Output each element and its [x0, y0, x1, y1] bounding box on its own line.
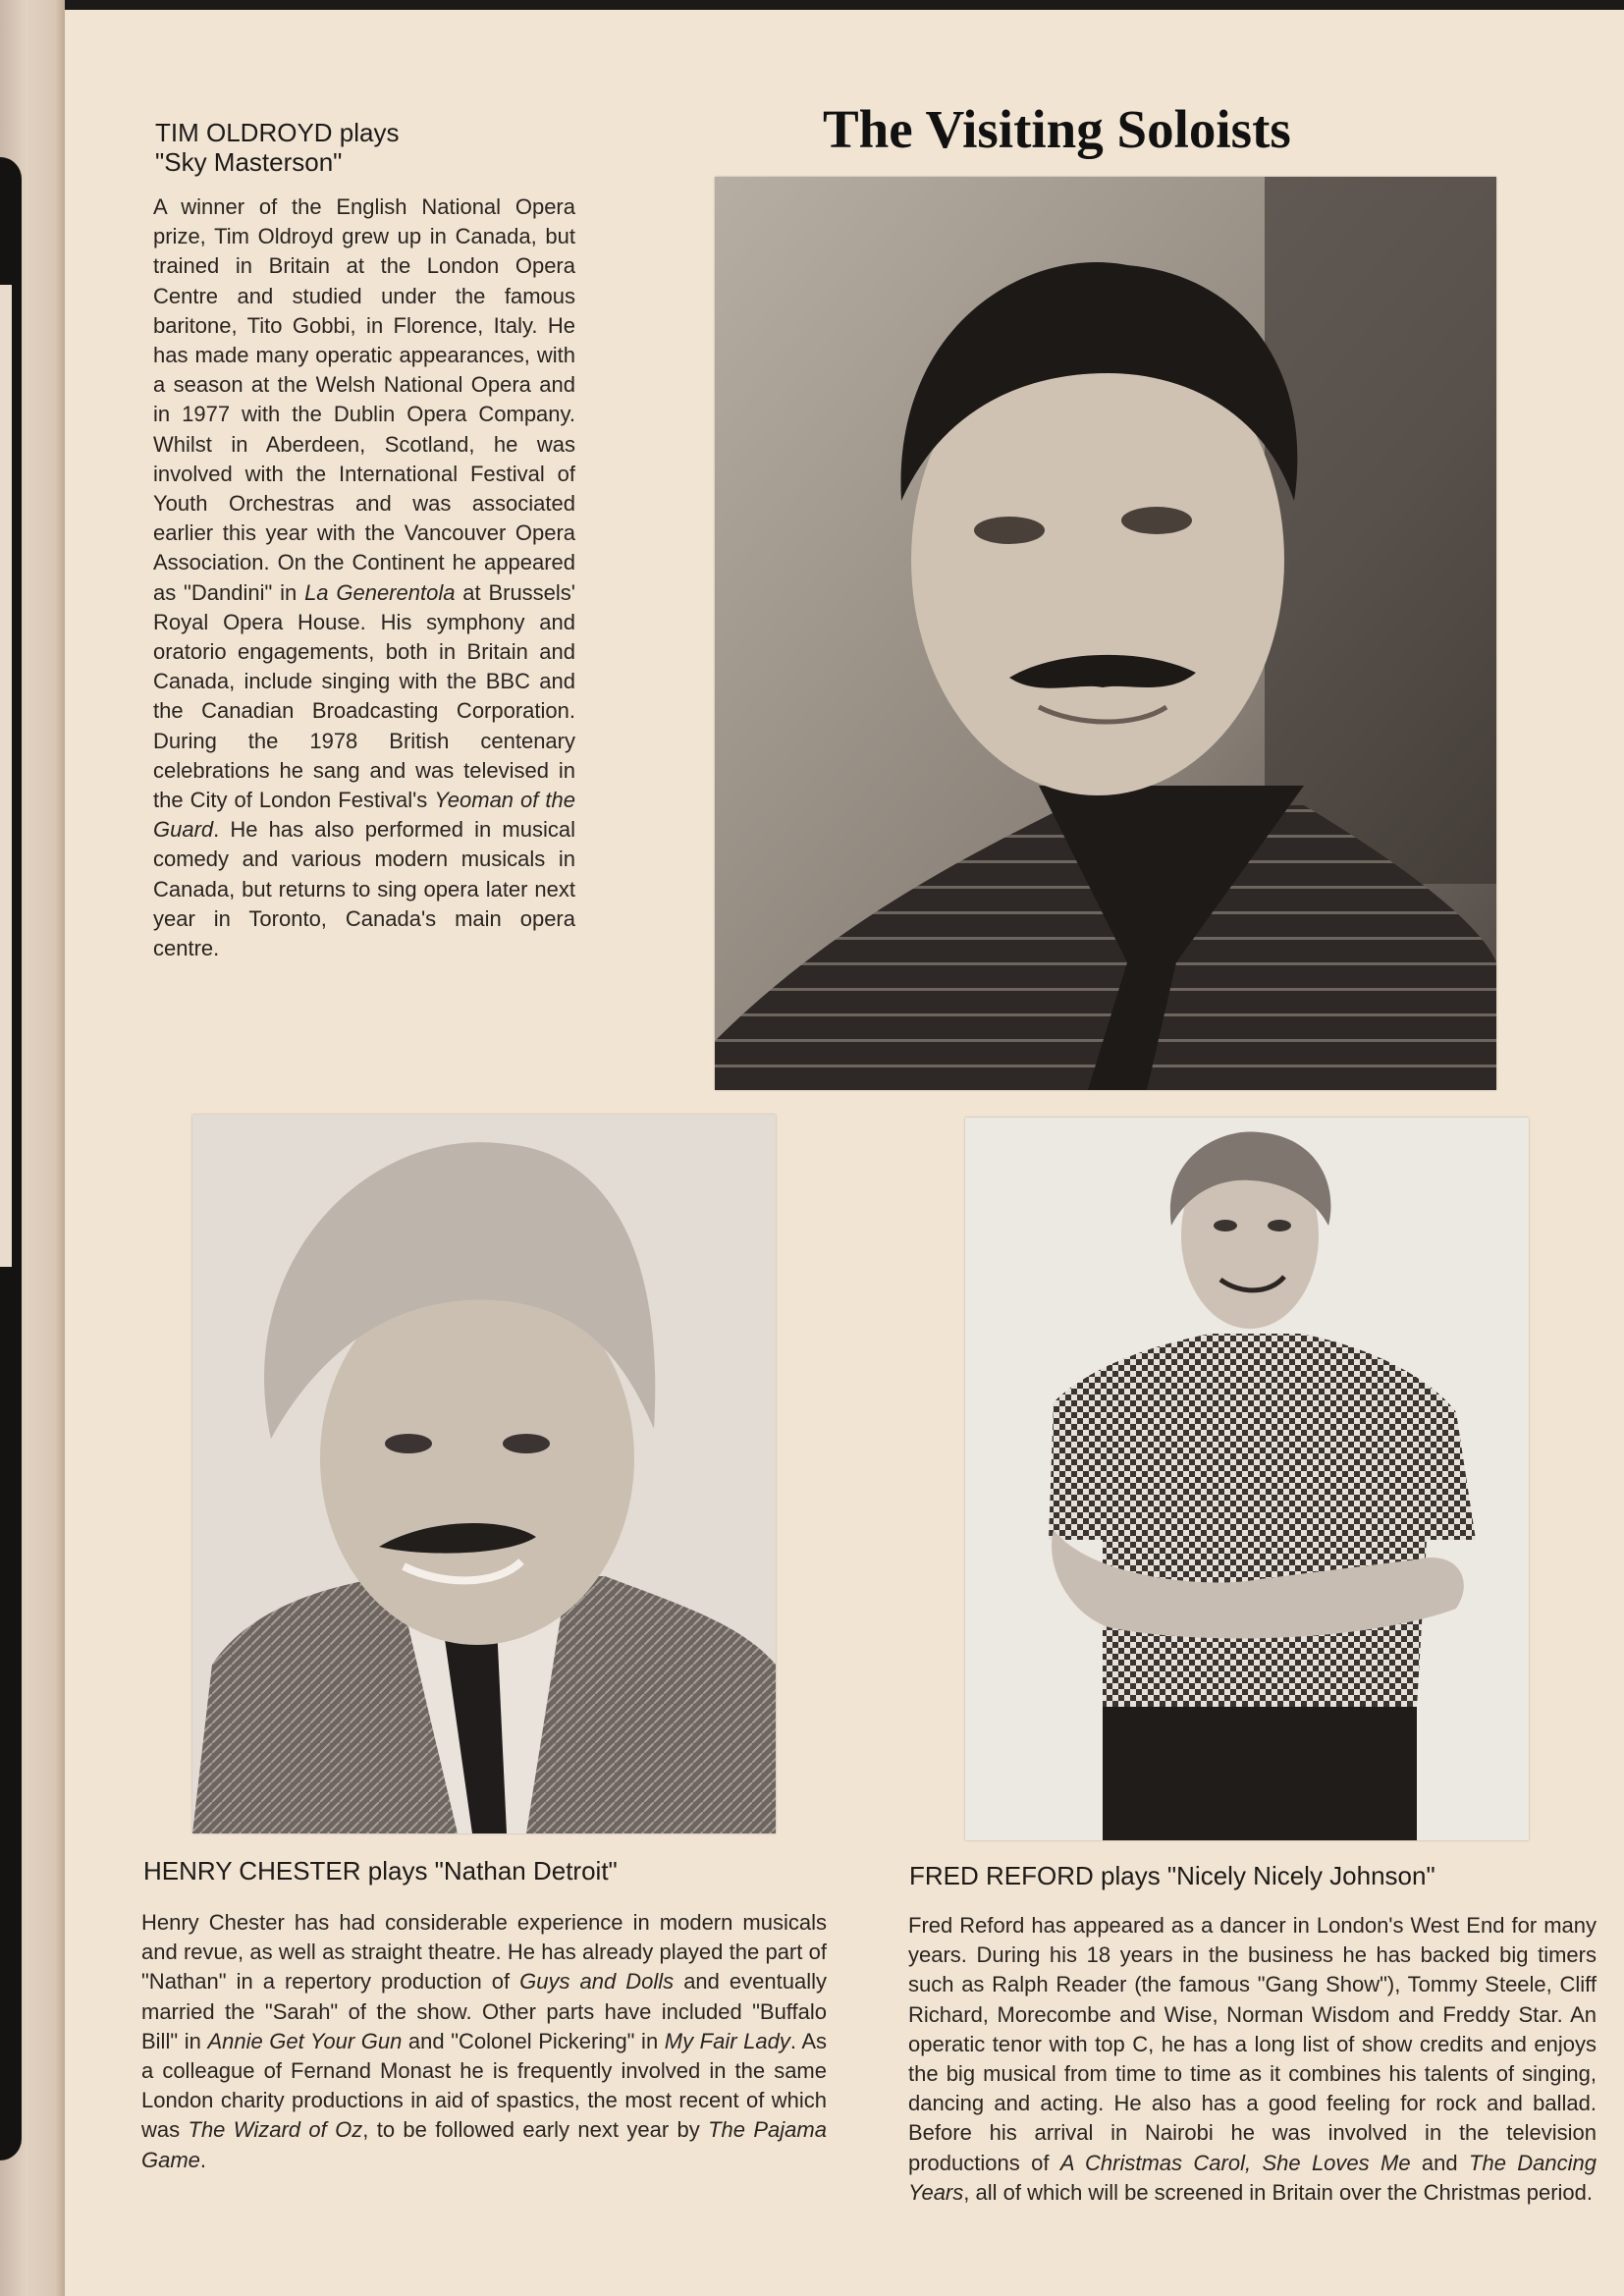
bio-title: Yeoman of the Guard	[153, 788, 575, 843]
bio-text: and eventually married the "Sarah" of the show. Other parts have included "Buffalo Bill" in	[141, 1969, 827, 2053]
tim-oldroyd-bio	[153, 192, 575, 963]
henry-chester-photo	[192, 1115, 776, 1833]
bio-title: The Dancing Years	[908, 2150, 1597, 2205]
bio-title: My Fair Lady	[664, 2028, 790, 2053]
henry-chester-bio	[141, 1908, 827, 2175]
bio-text: Fred Reford has appeared as a dancer in London's West End for many years. During his 18 years in the business he has backed big timers such as Ralph Reader (the famous "Gang Show"), Tommy Steele, Cliff Richard, Morecombe and Wise, Norman Wisdom and Freddy Star. An operatic tenor with top C, he has a long list of show credits and enjoys the big musical from time to time as it combines his talents of singing, dancing and acting. He also has a good feeling for rock and ballad. Before his arrival in Nairobi he was involved in the television productions of	[908, 1913, 1597, 2175]
bio-text: , all of which will be screened in Britain over the Christmas period.	[963, 2179, 1593, 2205]
tim-oldroyd-heading-name: TIM OLDROYD plays	[155, 118, 400, 147]
bio-text: at Brussels' Royal Opera House. His symphony and oratorio engagements, both in Britain and Canada, include singing with the BBC and the Canadian Broadcasting Corporation. During the 1978 British centenary celebrations he sang and was televised in the City of London Festival's	[153, 579, 576, 813]
bio-title: The Pajama Game	[141, 2117, 827, 2172]
tim-oldroyd-photo	[715, 177, 1496, 1090]
bio-title: A Christmas Carol, She Loves Me	[1059, 2150, 1411, 2175]
bio-text: and "Colonel Pickering" in	[402, 2028, 665, 2053]
fred-reford-heading: FRED REFORD plays "Nicely Nicely Johnson"	[909, 1861, 1435, 1890]
bio-text: and	[1410, 2150, 1470, 2175]
fred-reford-photo	[965, 1118, 1529, 1840]
page-title: The Visiting Soloists	[823, 99, 1291, 159]
tim-oldroyd-heading-role: "Sky Masterson"	[155, 147, 343, 177]
bio-text: . As a colleague of Fernand Monast he is frequently involved in the same London charity productions in aid of spastics, the most recent of which was	[141, 2028, 827, 2143]
bio-text: , to be followed early next year by	[362, 2117, 709, 2143]
bio-text: A winner of the English National Opera prize, Tim Oldroyd grew up in Canada, but trained in Britain at the London Opera Centre and studied under the famous baritone, Tito Gobbi, in Florence, Italy. He has made many operatic appearances, with a season at the Welsh National Opera and in 1977 with the Dublin Opera Company. Whilst in Aberdeen, Scotland, he was involved with the International Festival of Youth Orchestras and was associated earlier this year with the Vancouver Opera Association. On the Continent he appeared as "Dandini" in	[153, 194, 575, 605]
bio-text: .	[199, 2147, 207, 2172]
page-top-edge	[0, 0, 1624, 10]
bio-title: The Wizard of Oz	[188, 2117, 363, 2143]
fred-reford-bio	[908, 1911, 1597, 2208]
bio-text: Henry Chester has had considerable experience in modern musicals and revue, as well as straight theatre. He has already played the part of "Nathan" in a repertory production of	[141, 1910, 827, 1995]
bio-text: . He has also performed in musical comedy and various modern musicals in Canada, but returns to sing opera later next year in Toronto, Canada's main opera centre.	[153, 817, 575, 961]
tim-oldroyd-heading	[155, 118, 400, 177]
henry-chester-heading: HENRY CHESTER plays "Nathan Detroit"	[143, 1856, 618, 1886]
bio-title: La Generentola	[304, 579, 456, 605]
bio-title: Guys and Dolls	[519, 1969, 675, 1995]
binding-highlight	[0, 285, 12, 1267]
bio-title: Annie Get Your Gun	[207, 2028, 403, 2053]
